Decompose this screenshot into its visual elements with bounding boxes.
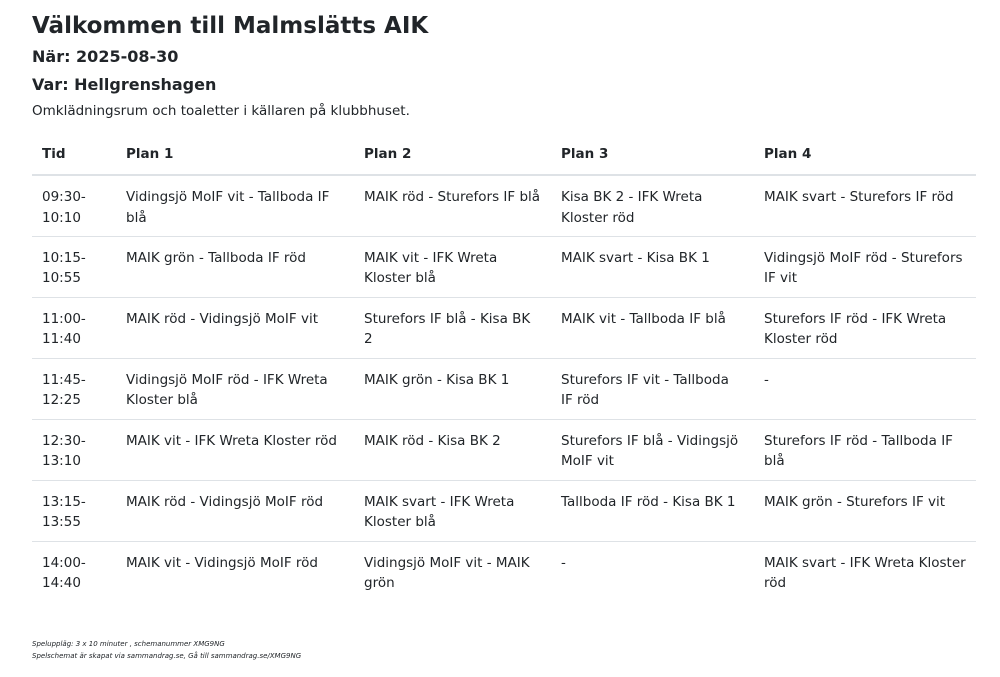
- table-row: [32, 480, 976, 541]
- match-cell: MAIK vit - IFK Wreta Kloster röd: [116, 419, 354, 480]
- schedule-footer: [32, 638, 301, 662]
- table-row: [32, 419, 976, 480]
- time-cell: 10:15-10:55: [32, 236, 116, 297]
- column-header-plan-4: Plan 4: [754, 134, 976, 175]
- match-cell: MAIK grön - Tallboda IF röd: [116, 236, 354, 297]
- match-cell: MAIK vit - Vidingsjö MoIF röd: [126, 554, 318, 571]
- match-cell: MAIK röd - Kisa BK 2: [354, 419, 551, 480]
- match-cell: Sturefors IF röd - IFK Wreta Kloster röd: [754, 297, 976, 358]
- match-cell: -: [754, 358, 976, 419]
- table-row: [32, 297, 976, 358]
- time-cell: 13:15-13:55: [32, 480, 116, 541]
- match-cell: MAIK grön - Sturefors IF vit: [754, 480, 976, 541]
- time-cell: 11:45-12:25: [32, 358, 116, 419]
- match-cell: Sturefors IF blå - Vidingsjö MoIF vit: [551, 419, 754, 480]
- column-header-plan-3: Plan 3: [551, 134, 754, 175]
- game-format-note: Speluppläg: 3 x 10 minuter , schemanummer XMG9NG: [32, 640, 225, 648]
- match-cell: MAIK svart - IFK Wreta Kloster röd: [764, 554, 966, 591]
- match-cell: MAIK grön - Kisa BK 1: [354, 358, 551, 419]
- match-cell: Vidingsjö MoIF röd - IFK Wreta Kloster blå: [116, 358, 354, 419]
- column-header-plan-2: Plan 2: [354, 134, 551, 175]
- time-cell: 14:00-14:40: [42, 554, 86, 591]
- match-cell: -: [561, 554, 566, 571]
- table-row: [32, 236, 976, 297]
- match-cell: Sturefors IF blå - Kisa BK 2: [354, 297, 551, 358]
- event-date: När: 2025-08-30: [32, 47, 179, 66]
- time-cell: 11:00-11:40: [32, 297, 116, 358]
- match-cell: Kisa BK 2 - IFK Wreta Kloster röd: [551, 175, 754, 236]
- match-cell: Vidingsjö MoIF vit - MAIK grön: [364, 554, 530, 591]
- match-cell: MAIK röd - Vidingsjö MoIF röd: [116, 480, 354, 541]
- match-cell: MAIK röd - Sturefors IF blå: [354, 175, 551, 236]
- table-row: [32, 175, 976, 236]
- match-cell: Tallboda IF röd - Kisa BK 1: [551, 480, 754, 541]
- match-cell: Vidingsjö MoIF vit - Tallboda IF blå: [116, 175, 354, 236]
- match-cell: MAIK svart - Kisa BK 1: [551, 236, 754, 297]
- match-cell: Sturefors IF röd - Tallboda IF blå: [754, 419, 976, 480]
- time-cell: 12:30-13:10: [32, 419, 116, 480]
- match-cell: Vidingsjö MoIF röd - Sturefors IF vit: [754, 236, 976, 297]
- column-header-time: Tid: [32, 134, 116, 175]
- source-link-note: Spelschemat är skapat via sammandrag.se, Gå till sammandrag.se/XMG9NG: [32, 652, 302, 660]
- match-schedule-table: [32, 134, 976, 602]
- event-location: Var: Hellgrenshagen: [32, 75, 217, 94]
- match-cell: MAIK svart - IFK Wreta Kloster blå: [354, 480, 551, 541]
- match-cell: MAIK vit - Tallboda IF blå: [551, 297, 754, 358]
- facility-note: Omklädningsrum och toaletter i källaren på klubbhuset.: [32, 103, 410, 119]
- table-row: [32, 541, 976, 602]
- table-row: [32, 358, 976, 419]
- match-cell: MAIK svart - Sturefors IF röd: [754, 175, 976, 236]
- match-cell: Sturefors IF vit - Tallboda IF röd: [551, 358, 754, 419]
- page-title: Välkommen till Malmslätts AIK: [32, 13, 429, 39]
- column-header-plan-1: Plan 1: [116, 134, 354, 175]
- table-header-row: [32, 134, 976, 175]
- match-cell: MAIK röd - Vidingsjö MoIF vit: [116, 297, 354, 358]
- match-cell: MAIK vit - IFK Wreta Kloster blå: [354, 236, 551, 297]
- time-cell: 09:30-10:10: [32, 175, 116, 236]
